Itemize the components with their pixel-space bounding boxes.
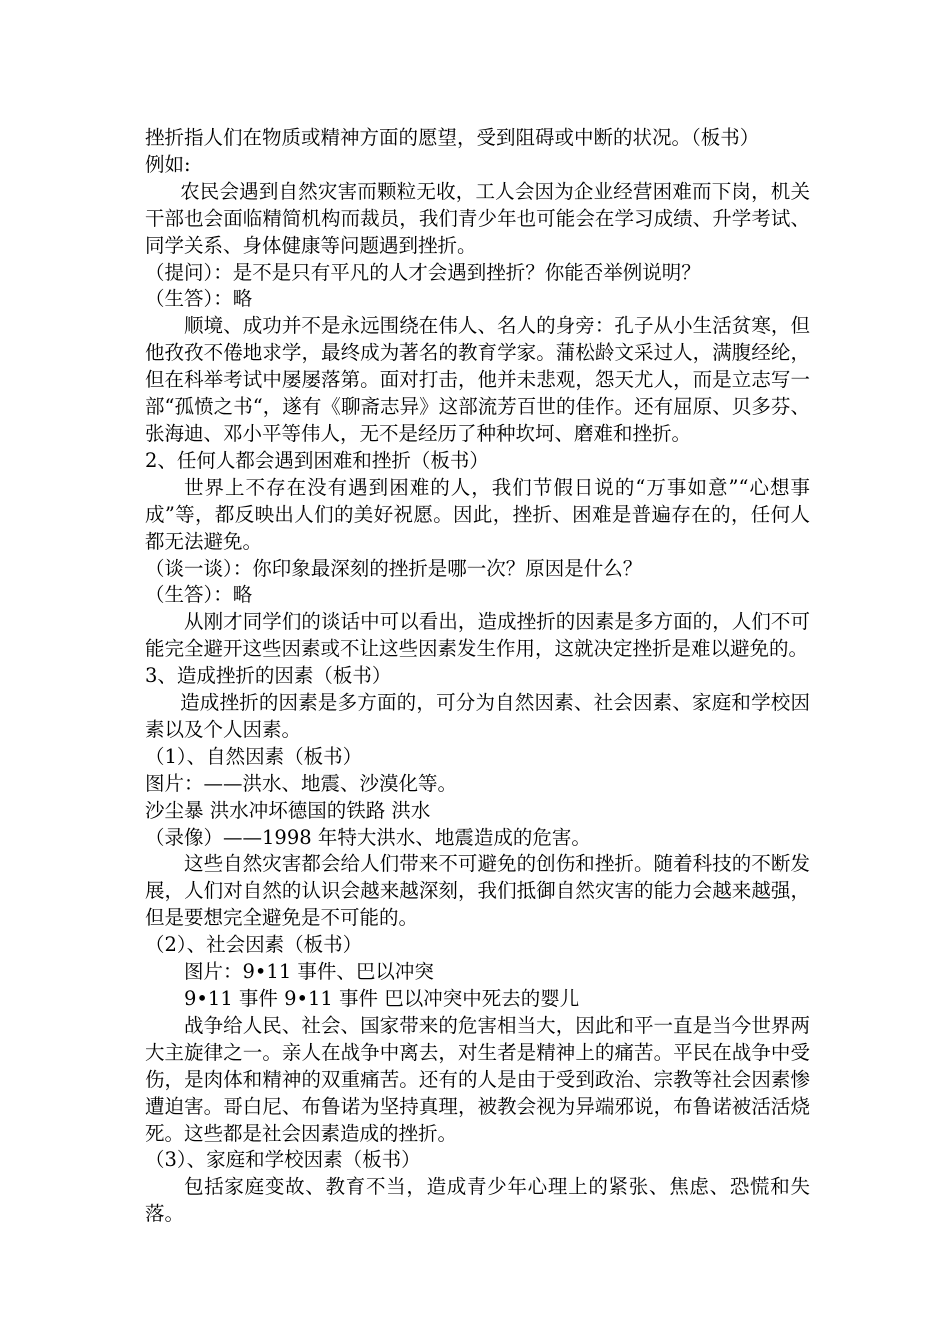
paragraph-video: （录像）——1998 年特大洪水、地震造成的危害。 <box>145 825 591 849</box>
paragraph-answer-2: （生答）：略 <box>145 583 253 607</box>
paragraph-family-school: 包括家庭变故、教育不当，造成青少年心理上的紧张、焦虑、恐慌和失落。 <box>145 1175 810 1226</box>
document-body <box>145 125 810 1228</box>
section-heading-2: 2、任何人都会遇到困难和挫折（板书） <box>145 448 489 472</box>
paragraph-social-captions: 9•11 事件 9•11 事件 巴以冲突中死去的婴儿 <box>184 987 580 1010</box>
paragraph-definition: 挫折指人们在物质或精神方面的愿望，受到阻碍或中断的状况。（板书） <box>145 126 760 149</box>
paragraph-answer: （生答）：略 <box>145 287 253 311</box>
subheading-social: （2）、社会因素（板书） <box>145 933 363 957</box>
paragraph-question: （提问）：是不是只有平凡的人才会遇到挫折？你能否举例说明？ <box>145 260 701 284</box>
paragraph-example-label: 例如: <box>145 152 191 176</box>
paragraph-natural-pictures: 图片：——洪水、地震、沙漠化等。 <box>145 771 458 795</box>
paragraph-natural-disasters: 这些自然灾害都会给人们带来不可避免的创伤和挫折。随着科技的不断发展，人们对自然的认识会越来越深刻，我们抵御自然灾害的能力会越来越强，但是要想完全避免是不可能的。 <box>145 852 810 930</box>
paragraph-great-people: 顺境、成功并不是永远围绕在伟人、名人的身旁：孔子从小生活贫寒，但他孜孜不倦地求学，最终成为著名的教育学家。蒲松龄文采过人，满腹经纶，但在科举考试中屡屡落第。面对打击，他并未悲观，怨天尤人，而是立志写一部“孤愤之书“，遂有《聊斋志异》这部流芳百世的佳作。还有屈原、贝多芬、张海迪、邓小平等伟人，无不是经历了种种坎坷、磨难和挫折。 <box>145 314 810 445</box>
paragraph-picture-captions: 沙尘暴 洪水冲坏德国的铁路 洪水 <box>145 798 431 822</box>
paragraph-war: 战争给人民、社会、国家带来的危害相当大，因此和平一直是当今世界两大主旋律之一。亲人在战争中离去，对生者是精神上的痛苦。平民在战争中受伤，是肉体和精神的双重痛苦。还有的人是由于受到政治、宗教等社会因素惨遭迫害。哥白尼、布鲁诺为坚持真理，被教会视为异端邪说，布鲁诺被活活烧死。这些都是社会因素造成的挫折。 <box>145 1013 810 1145</box>
paragraph-universal: 世界上不存在没有遇到困难的人，我们节假日说的“万事如意”“心想事成”等，都反映出人们的美好祝愿。因此，挫折、困难是普遍存在的，任何人都无法避免。 <box>145 475 810 553</box>
subheading-natural: （1）、自然因素（板书） <box>145 744 363 768</box>
subheading-family-school: （3）、家庭和学校因素（板书） <box>145 1148 421 1172</box>
paragraph-factors: 造成挫折的因素是多方面的，可分为自然因素、社会因素、家庭和学校因素以及个人因素。 <box>145 691 810 741</box>
paragraph-conclusion: 从刚才同学们的谈话中可以看出，造成挫折的因素是多方面的，人们不可能完全避开这些因素或不让这些因素发生作用，这就决定挫折是难以避免的。 <box>145 610 810 661</box>
paragraph-social-pictures: 图片：9•11 事件、巴以冲突 <box>184 960 434 984</box>
section-heading-3: 3、造成挫折的因素（板书） <box>145 664 392 688</box>
paragraph-examples: 农民会遇到自然灾害而颗粒无收，工人会因为企业经营困难而下岗，机关干部也会面临精简机构而裁员，我们青少年也可能会在学习成绩、升学考试、同学关系、身体健康等问题遇到挫折。 <box>145 179 810 257</box>
paragraph-discussion: （谈一谈）：你印象最深刻的挫折是哪一次？原因是什么？ <box>145 556 643 580</box>
